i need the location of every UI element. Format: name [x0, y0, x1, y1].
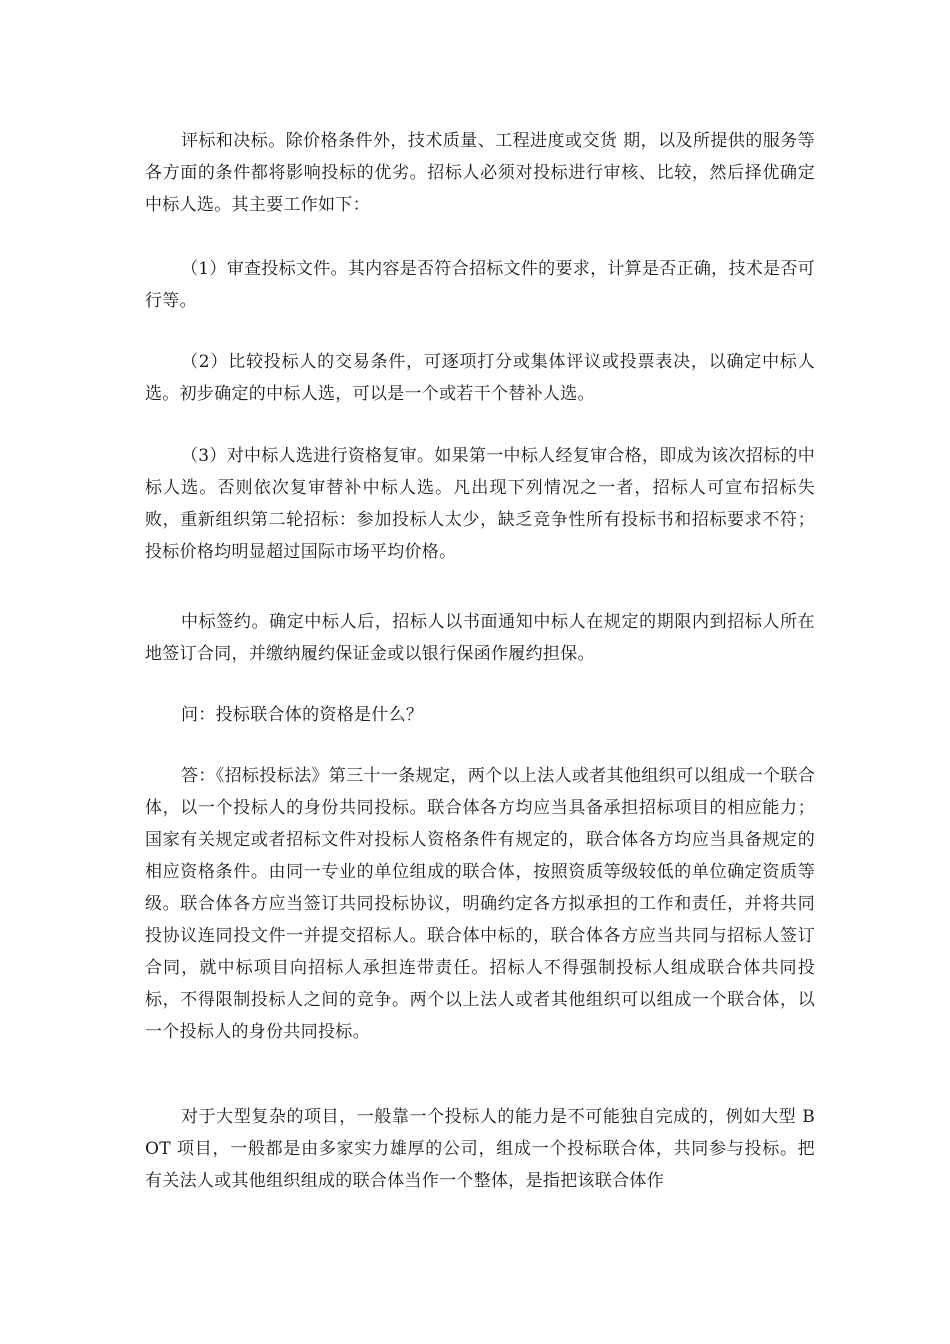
paragraph-question: 问：投标联合体的资格是什么？: [181, 705, 424, 725]
paragraph-compare-bidders: （2）比较投标人的交易条件，可逐项打分或集体评议或投票表决，以确定中标人选。初步确定的中标人选，可以是一个或若干个替补人选。: [145, 352, 815, 404]
paragraph-large-projects: 对于大型复杂的项目，一般靠一个投标人的能力是不可能独自完成的，例如大型 BOT 项目，一般都是由多家实力雄厚的公司，组成一个投标联合体，共同参与投标。把有关法人或其他组织组成的联合体当作一个整体，是指把该联合体作: [145, 1107, 815, 1191]
paragraph-answer: 答：《招标投标法》第三十一条规定，两个以上法人或者其他组织可以组成一个联合体，以一个投标人的身份共同投标。联合体各方均应当具备承担招标项目的相应能力；国家有关规定或者招标文件对投标人资格条件有规定的，联合体各方均应当具备规定的相应资格条件。由同一专业的单位组成的联合体，按照资质等级较低的单位确定资质等级。联合体各方应当签订共同投标协议，明确约定各方拟承担的工作和责任，并将共同投协议连同投文件一并提交招标人。联合体中标的，联合体各方应当共同与招标人签订合同，就中标项目向招标人承担连带责任。招标人不得强制投标人组成联合体共同投标，不得限制投标人之间的竞争。两个以上法人或者其他组织可以组成一个联合体，以一个投标人的身份共同投标。: [145, 766, 815, 1042]
paragraph-qualification-review: （3）对中标人选进行资格复审。如果第一中标人经复审合格，即成为该次招标的中标人选。否则依次复审替补中标人选。凡出现下列情况之一者，招标人可宣布招标失败，重新组织第二轮招标：参加投标人太少，缺乏竞争性所有投标书和招标要求不符；投标价格均明显超过国际市场平均价格。: [145, 446, 815, 562]
paragraph-award-signing: 中标签约。确定中标人后，招标人以书面通知中标人在规定的期限内到招标人所在地签订合同，并缴纳履约保证金或以银行保函作履约担保。: [145, 612, 815, 664]
paragraph-evaluation-and-award: 评标和决标。除价格条件外，技术质量、工程进度或交货 期，以及所提供的服务等各方面的条件都将影响投标的优劣。招标人必须对投标进行审核、比较，然后择优确定中标人选。其主要工作如下：: [145, 131, 815, 215]
paragraph-review-bid-documents: （1）审查投标文件。其内容是否符合招标文件的要求，计算是否正确，技术是否可行等。: [145, 259, 815, 311]
